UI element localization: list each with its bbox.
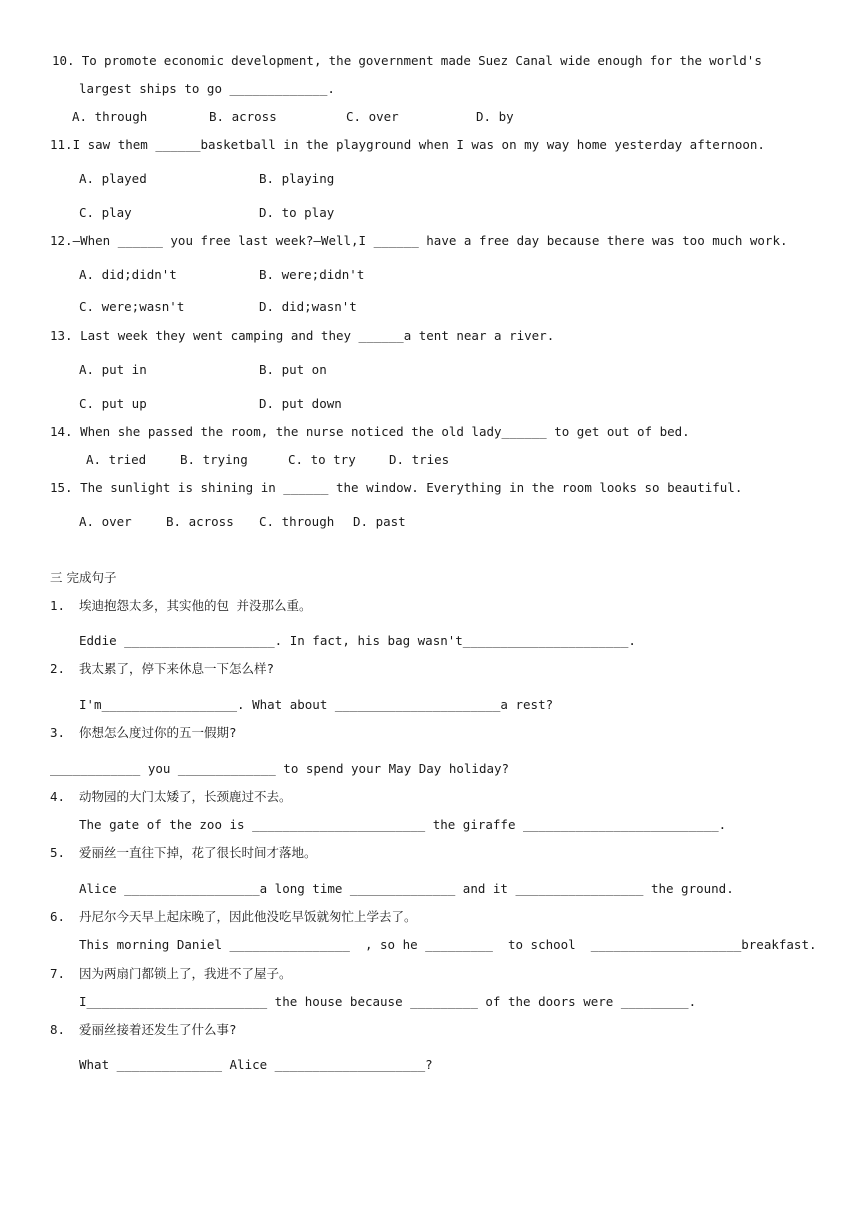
item-6-chinese: 丹尼尔今天早上起床晚了，因此他没吃早饭就匆忙上学去了。 bbox=[79, 909, 417, 924]
q14-option-c: C. to try bbox=[288, 452, 356, 467]
q13-option-d: D. put down bbox=[259, 396, 342, 411]
q10-option-a: A. through bbox=[72, 109, 148, 124]
word: economic bbox=[163, 53, 225, 68]
item-1-chinese: 埃迪抱怨太多，其实他的包 并没那么重。 bbox=[79, 598, 312, 613]
q12-option-d: D. did;wasn't bbox=[259, 299, 357, 314]
item-3-chinese: 你想怎么度过你的五一假期? bbox=[79, 725, 237, 740]
item-7-chinese: 因为两扇门都锁上了，我进不了屋子。 bbox=[79, 966, 292, 981]
word: world's bbox=[709, 53, 762, 68]
q13-option-a: A. put in bbox=[79, 362, 147, 377]
item-5-english: Alice __________________a long time ______________ and it _________________ the ground. bbox=[79, 881, 734, 896]
word: Canal bbox=[515, 53, 553, 68]
q15-option-b: B. across bbox=[166, 514, 234, 529]
word: the bbox=[679, 53, 703, 68]
word: To bbox=[81, 53, 97, 68]
word: development, bbox=[231, 53, 322, 68]
word: for bbox=[649, 53, 673, 68]
q14-option-b: B. trying bbox=[180, 452, 248, 467]
q13-option-c: C. put up bbox=[79, 396, 147, 411]
item-3-number: 3. bbox=[50, 725, 66, 740]
q14-option-a: A. tried bbox=[86, 452, 147, 467]
q12-option-c: C. were;wasn't bbox=[79, 299, 185, 314]
item-4-english: The gate of the zoo is _______________________ the giraffe __________________________. bbox=[79, 817, 727, 832]
q10-option-d: D. by bbox=[476, 109, 514, 124]
q10-stem-line1 bbox=[52, 53, 762, 69]
item-4-chinese: 动物园的大门太矮了，长颈鹿过不去。 bbox=[79, 789, 292, 804]
item-8-chinese: 爱丽丝接着还发生了什么事? bbox=[79, 1022, 237, 1037]
word: enough bbox=[597, 53, 643, 68]
item-8-english: What ______________ Alice ____________________? bbox=[79, 1057, 433, 1072]
q13-stem: 13. Last week they went camping and they ______a tent near a river. bbox=[50, 328, 555, 343]
word: made bbox=[440, 53, 471, 68]
section-title: 三 完成句子 bbox=[50, 570, 117, 585]
item-4-number: 4. bbox=[50, 789, 66, 804]
q15-option-c: C. through bbox=[259, 514, 335, 529]
item-7-english: I________________________ the house because _________ of the doors were _________. bbox=[79, 994, 697, 1009]
q11-option-c: C. play bbox=[79, 205, 132, 220]
q10-option-b: B. across bbox=[209, 109, 277, 124]
word: government bbox=[358, 53, 434, 68]
word: wide bbox=[560, 53, 591, 68]
q10-option-c: C. over bbox=[346, 109, 399, 124]
q12-option-b: B. were;didn't bbox=[259, 267, 365, 282]
q11-option-a: A. played bbox=[79, 171, 147, 186]
item-2-chinese: 我太累了，停下来休息一下怎么样? bbox=[79, 661, 275, 676]
q11-option-d: D. to play bbox=[259, 205, 335, 220]
item-3-english: ____________ you _____________ to spend your May Day holiday? bbox=[50, 761, 510, 776]
item-5-chinese: 爱丽丝一直往下掉，花了很长时间才落地。 bbox=[79, 845, 317, 860]
q11-option-b: B. playing bbox=[259, 171, 335, 186]
q10-stem-line2: largest ships to go _____________. bbox=[79, 81, 335, 96]
q15-stem: 15. The sunlight is shining in ______ the window. Everything in the room looks so beautiful. bbox=[50, 480, 743, 495]
word: 10. bbox=[52, 53, 75, 68]
word: the bbox=[328, 53, 352, 68]
item-1-english: Eddie ____________________. In fact, his bag wasn't______________________. bbox=[79, 633, 636, 648]
item-6-number: 6. bbox=[50, 909, 66, 924]
q14-stem: 14. When she passed the room, the nurse noticed the old lady______ to get out of bed. bbox=[50, 424, 690, 439]
q15-option-a: A. over bbox=[79, 514, 132, 529]
item-7-number: 7. bbox=[50, 966, 66, 981]
item-5-number: 5. bbox=[50, 845, 66, 860]
q12-option-a: A. did;didn't bbox=[79, 267, 177, 282]
item-1-number: 1. bbox=[50, 598, 66, 613]
q15-option-d: D. past bbox=[353, 514, 406, 529]
q13-option-b: B. put on bbox=[259, 362, 327, 377]
q11-stem: 11.I saw them ______basketball in the playground when I was on my way home yesterday afternoon. bbox=[50, 137, 765, 152]
item-8-number: 8. bbox=[50, 1022, 66, 1037]
item-2-number: 2. bbox=[50, 661, 66, 676]
q12-stem: 12.—When ______ you free last week?—Well,I ______ have a free day because there was too much work. bbox=[50, 233, 788, 248]
word: promote bbox=[103, 53, 157, 68]
item-2-english: I'm__________________. What about ______________________a rest? bbox=[79, 697, 554, 712]
word: Suez bbox=[478, 53, 509, 68]
q14-option-d: D. tries bbox=[389, 452, 450, 467]
item-6-english: This morning Daniel ________________ , so he _________ to school ____________________breakfast. bbox=[79, 937, 817, 952]
